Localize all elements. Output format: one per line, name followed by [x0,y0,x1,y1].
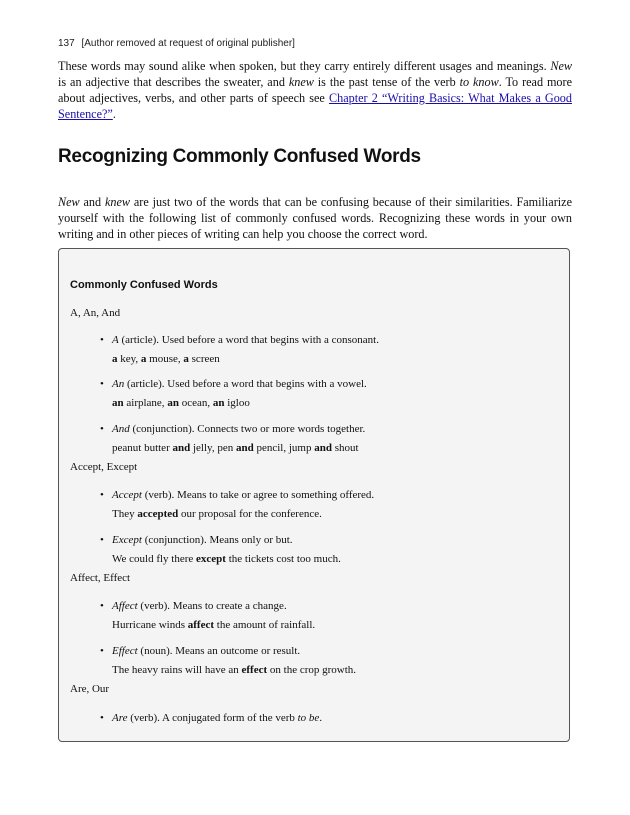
intro-text: These words may sound alike when spoken, but they carry entirely different usages and meanings. [58,59,551,73]
example-keyword: accepted [137,508,179,520]
section-heading: Recognizing Commonly Confused Words [58,146,421,167]
box-title: Commonly Confused Words [70,279,218,291]
intro-text: . To read more about adjectives, verbs, and other parts of speech see [58,75,572,105]
word-entry [100,599,542,632]
bullet-icon: • [100,534,104,546]
bullet-icon: • [100,600,104,612]
word-definition: An (article). Used before a word that begins with a vowel. [112,378,367,390]
defined-word: Affect [112,600,138,612]
defined-word: An [112,378,125,390]
running-header [58,38,295,49]
word-entry [100,333,542,366]
para-em-new: New [58,195,80,209]
word-definition: Except (conjunction). Means only or but. [112,534,293,546]
example-keyword: effect [241,664,268,676]
word-entry [100,488,542,521]
example-keyword: and [172,442,191,454]
word-group-label: Affect, Effect [70,572,131,584]
word-definition: A (article). Used before a word that begins with a consonant. [112,334,379,346]
usage-example: a key, a mouse, a screen [112,353,220,365]
defined-word: And [112,423,130,435]
word-entry [100,533,542,566]
example-keyword: an [167,397,179,409]
body-paragraph [58,194,572,242]
defined-word: A [112,334,119,346]
example-keyword: and [235,442,254,454]
word-group-label: Are, Our [70,683,110,695]
bullet-icon: • [100,423,104,435]
page-number: 137 [58,38,75,49]
bullet-icon: • [100,645,104,657]
example-keyword: and [314,442,332,454]
intro-text: . [112,107,116,121]
usage-example: They accepted our proposal for the conference. [112,508,322,520]
para-text: are just two of the words that can be confusing because of their similarities. Familiarize yourself with the following list of commonly confused words. Recognizing these words in your own writing and in other pieces of writing can help you choose the correct word. [58,195,572,241]
defined-word: Accept [112,489,142,501]
para-text: and [79,195,105,209]
word-definition: Are (verb). A conjugated form of the verb to be. [112,712,323,724]
word-entry [100,377,542,410]
intro-paragraph [58,58,572,122]
example-keyword: except [196,553,226,565]
bullet-icon: • [100,378,104,390]
word-entry [100,711,542,725]
intro-em-new: New [550,59,572,73]
intro-em-knew: knew [288,75,314,89]
word-group-label: A, An, And [70,307,121,319]
word-entry [100,644,542,677]
intro-text: is an adjective that describes the sweater, and [58,75,289,89]
defined-word: Except [112,534,142,546]
word-entry [100,422,542,455]
word-definition: And (conjunction). Connects two or more words together. [112,423,366,435]
intro-em-to-know: to know [459,75,499,89]
chapter-2-link[interactable]: Chapter 2 “Writing Basics: What Makes a Good Sentence?” [58,91,572,121]
word-definition: Effect (noun). Means an outcome or result. [112,645,301,657]
example-keyword: a [112,353,118,365]
example-keyword: an [112,397,124,409]
defined-word: Are [112,712,128,724]
word-group-label: Accept, Except [70,461,138,473]
usage-example: Hurricane winds affect the amount of rainfall. [112,619,316,631]
intro-text: is the past tense of the verb [313,75,460,89]
para-em-knew: knew [104,195,131,209]
example-keyword: an [212,397,225,409]
example-keyword: a [183,353,189,365]
usage-example: The heavy rains will have an effect on the crop growth. [112,664,357,676]
bullet-icon: • [100,489,104,501]
header-text: [Author removed at request of original publisher] [81,38,295,49]
defined-word: Effect [112,645,138,657]
usage-example: We could fly there except the tickets cost too much. [112,553,341,565]
usage-example: an airplane, an ocean, an igloo [112,397,250,409]
example-keyword: a [140,353,147,365]
commonly-confused-words-box [58,248,570,742]
word-definition: Affect (verb). Means to create a change. [112,600,287,612]
bullet-icon: • [100,334,104,346]
definition-emphasis: to be [297,712,320,724]
word-definition: Accept (verb). Means to take or agree to something offered. [112,489,375,501]
usage-example: peanut butter and jelly, pen and pencil, jump and shout [112,442,359,454]
bullet-icon: • [100,712,104,724]
example-keyword: affect [187,619,215,631]
